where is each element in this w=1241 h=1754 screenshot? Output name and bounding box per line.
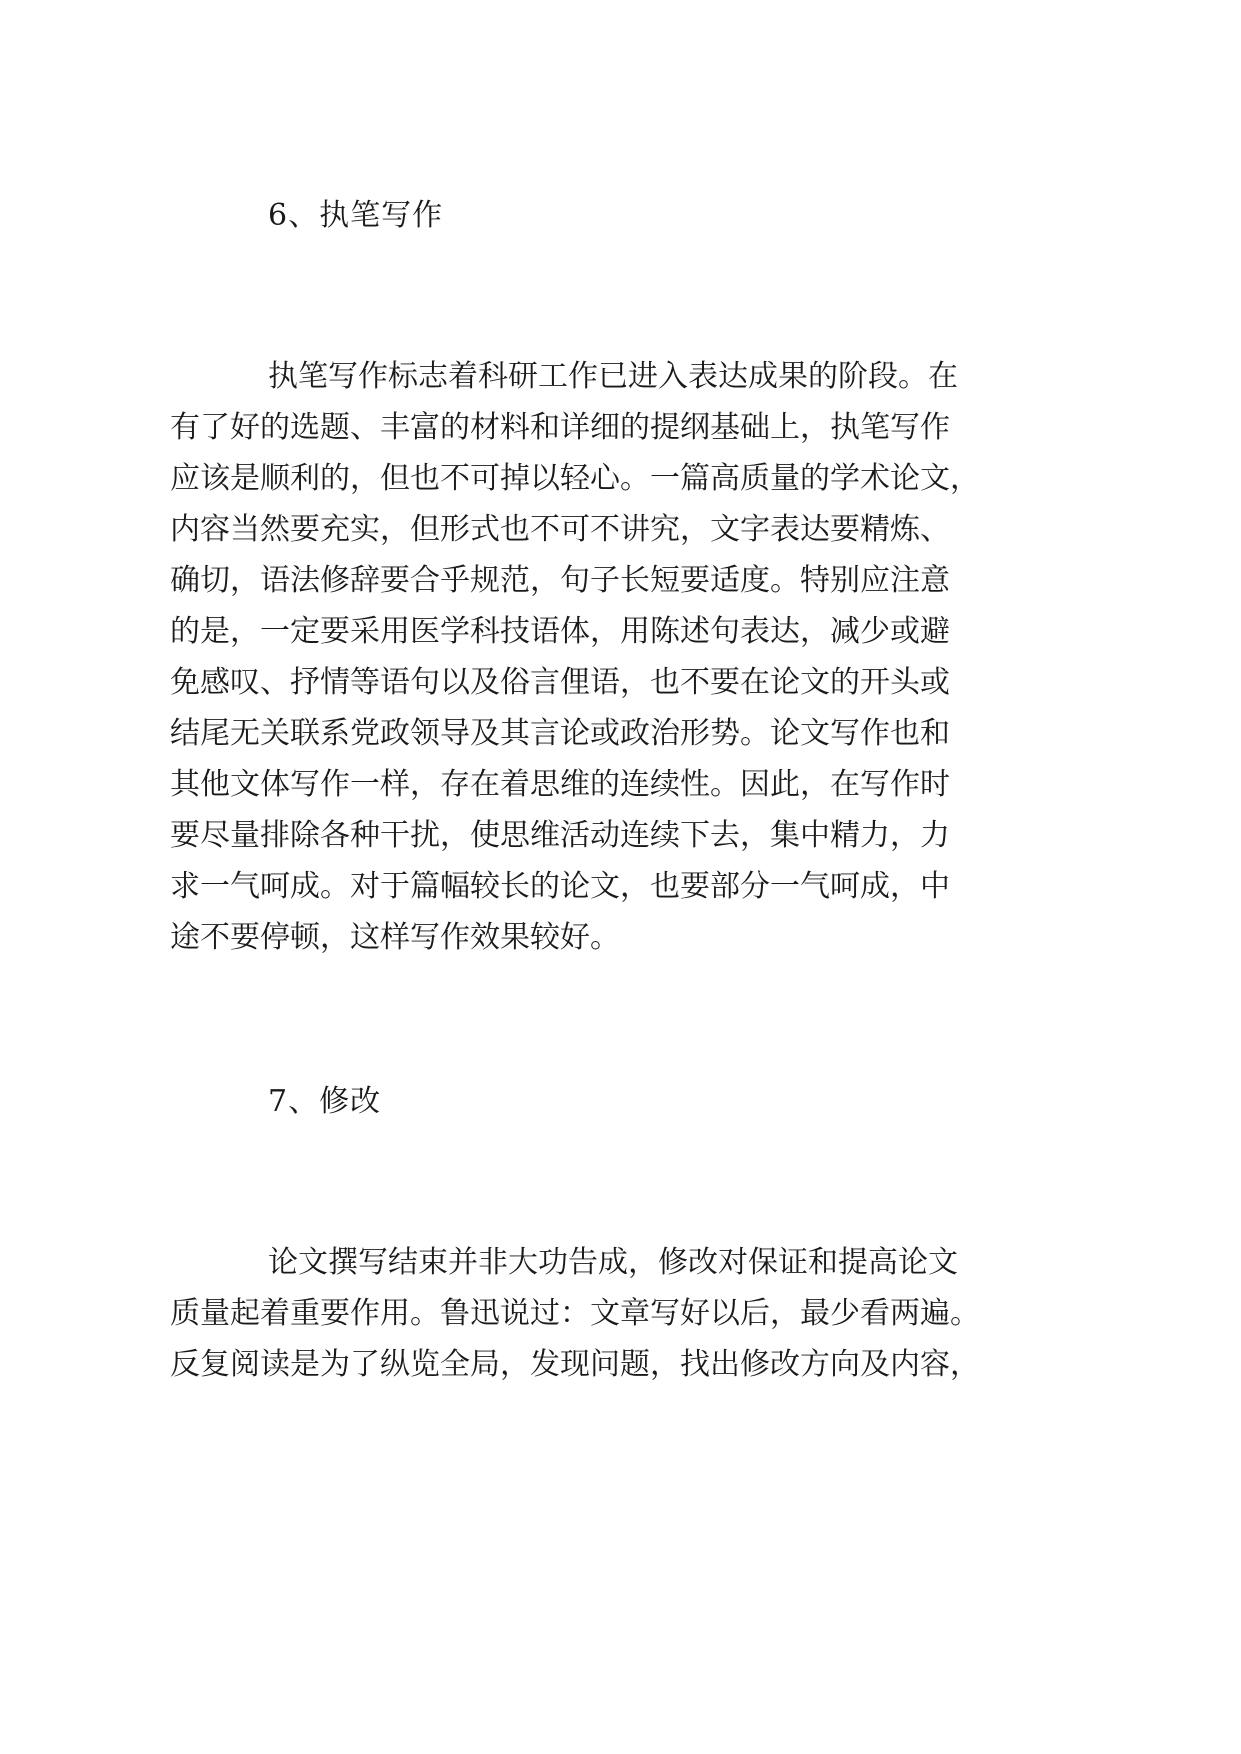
paragraph-line: 应该是顺利的，但也不可掉以轻心。一篇高质量的学术论文，	[170, 461, 980, 496]
section-heading-6: 6、执笔写作	[268, 198, 444, 233]
paragraph-line: 论文撰写结束并非大功告成，修改对保证和提高论文	[268, 1245, 958, 1280]
paragraph-line: 途不要停顿，这样写作效果较好。	[170, 920, 620, 955]
paragraph-line: 免感叹、抒情等语句以及俗言俚语，也不要在论文的开头或	[170, 665, 950, 700]
paragraph-line: 内容当然要充实，但形式也不可不讲究，文字表达要精炼、	[170, 512, 950, 547]
paragraph-line: 其他文体写作一样，存在着思维的连续性。因此，在写作时	[170, 767, 950, 802]
paragraph-line: 质量起着重要作用。鲁迅说过：文章写好以后，最少看两遍。	[170, 1296, 980, 1331]
paragraph-line: 有了好的选题、丰富的材料和详细的提纲基础上，执笔写作	[170, 410, 950, 445]
paragraph-line: 求一气呵成。对于篇幅较长的论文，也要部分一气呵成，中	[170, 869, 950, 904]
paragraph-line: 的是，一定要采用医学科技语体，用陈述句表达，减少或避	[170, 614, 950, 649]
paragraph-line: 执笔写作标志着科研工作已进入表达成果的阶段。在	[268, 359, 958, 394]
paragraph-line: 结尾无关联系党政领导及其言论或政治形势。论文写作也和	[170, 716, 950, 751]
paragraph-line: 反复阅读是为了纵览全局，发现问题，找出修改方向及内容，	[170, 1347, 980, 1382]
paragraph-line: 要尽量排除各种干扰，使思维活动连续下去，集中精力，力	[170, 818, 950, 853]
paragraph-line: 确切，语法修辞要合乎规范，句子长短要适度。特别应注意	[170, 563, 950, 598]
section-heading-7: 7、修改	[268, 1084, 382, 1119]
